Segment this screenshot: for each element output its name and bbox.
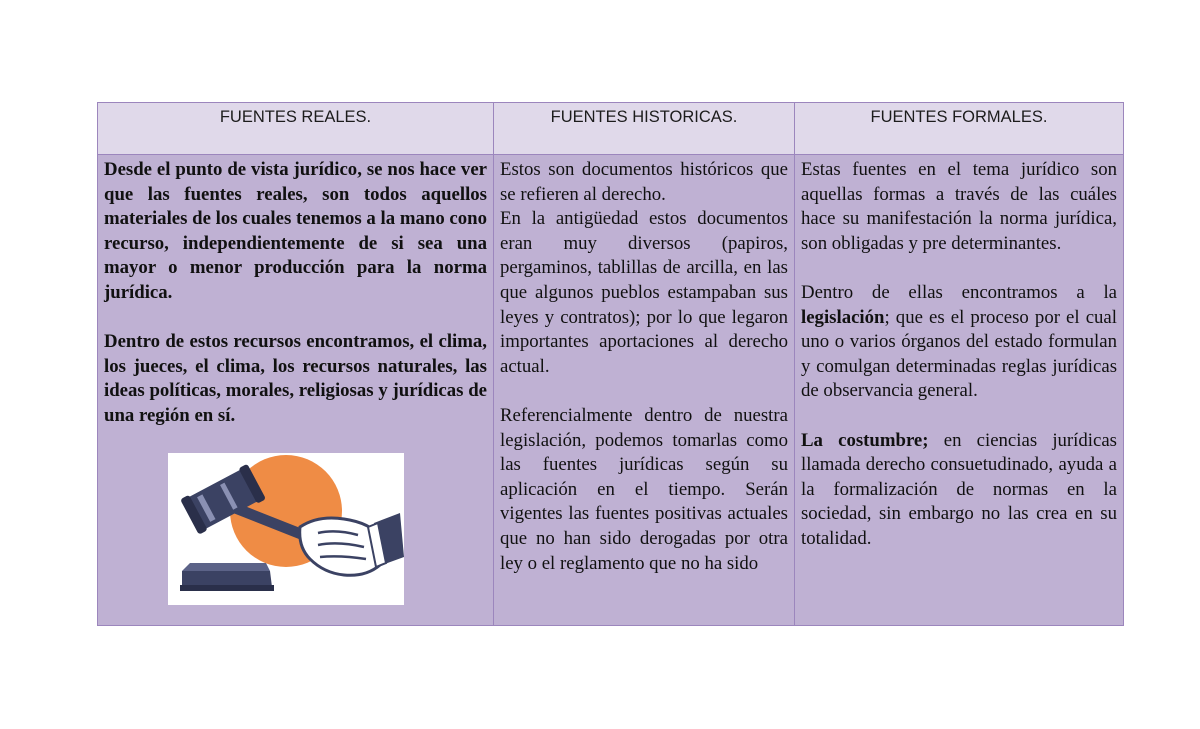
gavel-icon bbox=[168, 453, 404, 605]
sources-table bbox=[97, 102, 1124, 626]
header-fuentes-formales: FUENTES FORMALES. bbox=[795, 103, 1124, 155]
formales-paragraph-1: Estas fuentes en el tema jurídico son aquellas formas a través de las cuáles hace su manifestación la norma jurídica, son obligadas y pre determinantes. bbox=[801, 159, 1117, 254]
costumbre-term: La costumbre; bbox=[801, 429, 929, 451]
formales-p3-rest: en ciencias jurídicas llamada derecho consuetudinado, ayuda a la formalización de normas en la sociedad, sin embargo no las crea en su totalidad. bbox=[801, 429, 1117, 549]
historicas-paragraph-3: Referencialmente dentro de nuestra legislación, podemos tomarlas como las fuentes jurídicas según su aplicación en el tiempo. Serán vigentes las fuentes positivas actuales que no han sido derogadas por otra ley o el reglamento que no ha sido bbox=[500, 404, 788, 574]
header-fuentes-historicas: FUENTES HISTORICAS. bbox=[494, 103, 795, 155]
formales-paragraph-2 bbox=[801, 281, 1117, 404]
reales-paragraph-1: Desde el punto de vista jurídico, se nos hace ver que las fuentes reales, son todos aquellos materiales de los cuales tenemos a la mano cono recurso, independientemente de si sea una mayor o menor producción para la norma jurídica. bbox=[104, 159, 487, 303]
table-header-row bbox=[98, 103, 1124, 155]
legislacion-term: legislación bbox=[801, 306, 885, 328]
historicas-paragraph-2: En la antigüedad estos documentos eran muy diversos (papiros, pergaminos, tablillas de arcilla, en las que algunos pueblos estampaban sus leyes y contratos); por lo que legaron importantes aportaciones al derecho actual. bbox=[500, 208, 788, 377]
formales-paragraph-3 bbox=[801, 429, 1117, 552]
reales-paragraph-2: Dentro de estos recursos encontramos, el clima, los jueces, el clima, los recursos naturales, las ideas políticas, morales, religiosas y jurídicas de una región en sí. bbox=[104, 331, 487, 426]
formales-p2-lead: Dentro de ellas encontramos a la bbox=[801, 281, 1117, 303]
gavel-image bbox=[168, 453, 404, 605]
header-fuentes-reales: FUENTES REALES. bbox=[98, 103, 494, 155]
cell-fuentes-historicas bbox=[494, 155, 795, 626]
cell-fuentes-reales bbox=[98, 155, 494, 626]
formales-p2-rest: ; que es el proceso por el cual uno o varios órganos del estado formulan y comulgan determinadas reglas jurídicas de observancia general. bbox=[801, 306, 1117, 402]
cell-fuentes-formales bbox=[795, 155, 1124, 626]
table-body-row bbox=[98, 155, 1124, 626]
historicas-paragraph-1: Estos son documentos históricos que se refieren al derecho. bbox=[500, 159, 788, 205]
